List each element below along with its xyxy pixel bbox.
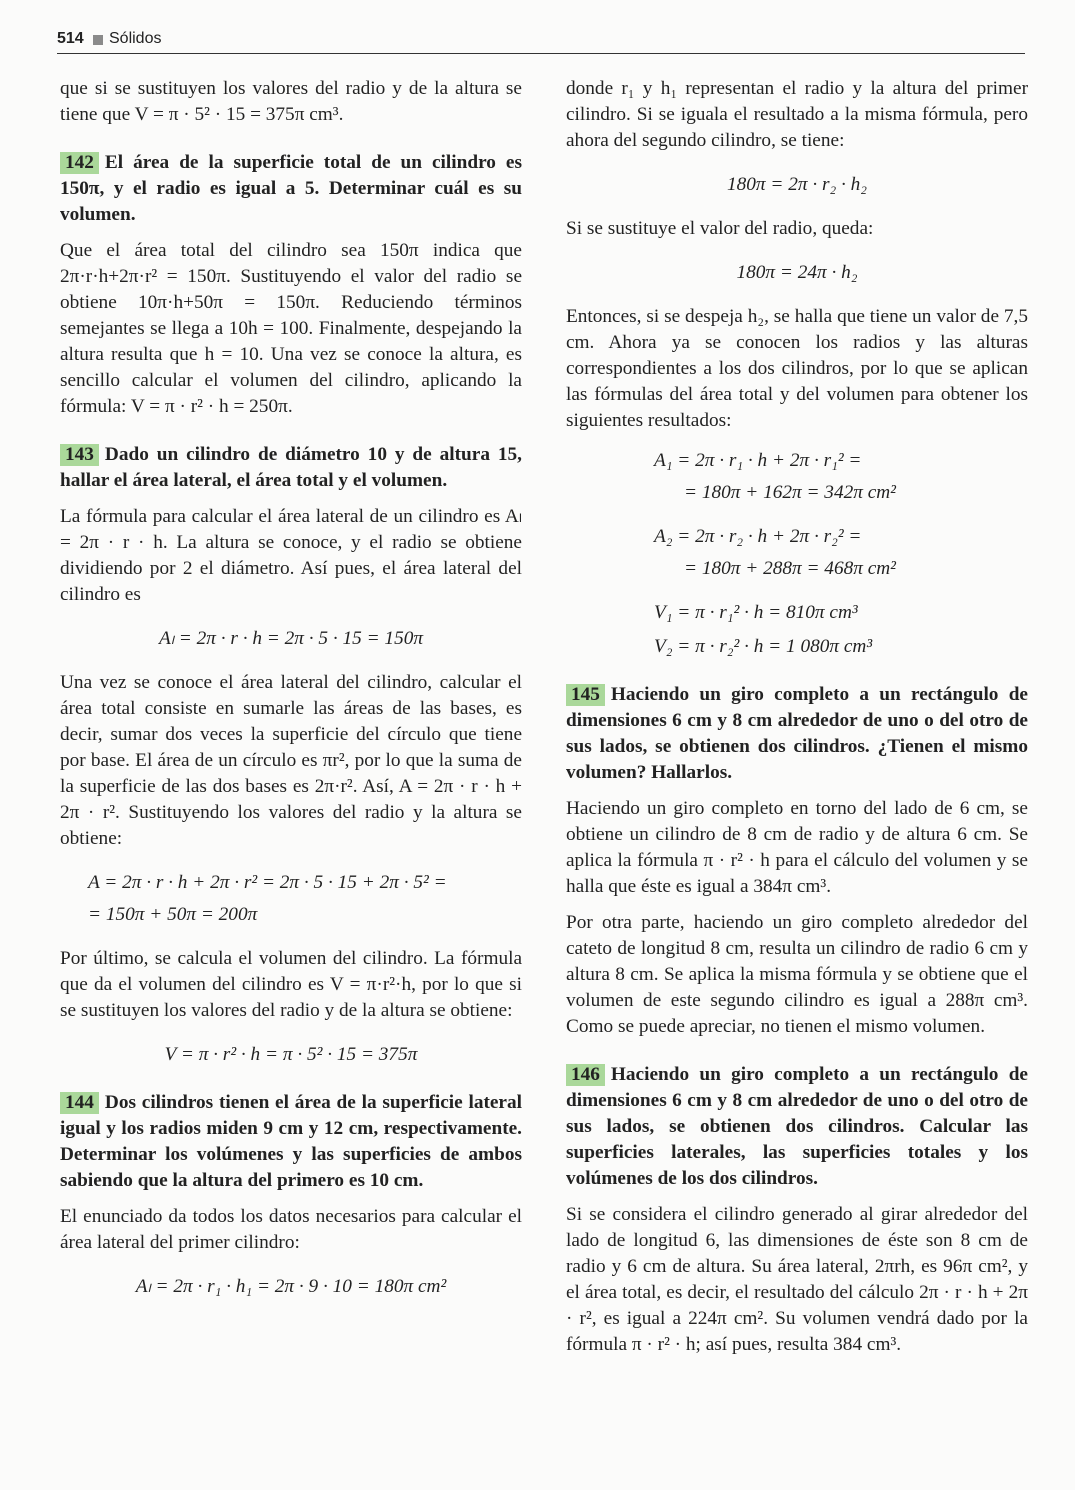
- equation-continuation: = 180π + 162π = 342π cm²: [684, 482, 896, 503]
- problem-heading: [60, 1090, 522, 1194]
- equation-continuation: = 150π + 50π = 200π: [88, 904, 258, 925]
- problem-number-badge: 145: [566, 684, 605, 706]
- paragraph: La fórmula para calcular el área lateral de un cilindro es Aₗ = 2π · r · h. La altura se conoce, y el radio se obtiene dividiendo por 2 el diámetro. Así pues, el área lateral del cilindro es: [60, 506, 522, 605]
- page-number: 514: [57, 30, 84, 47]
- paragraph: Que el área total del cilindro sea 150π indica que 2π·r·h+2π·r² = 150π. Sustituyendo el valor del radio se obtiene 10π·h+50π = 150π. Reduciendo términos semejantes se llega a 10h = 100. Finalmente, despejando la altura resulta que h = 10. Una vez se conoce la altura, es sencillo calcular el volumen del cilindro, aplicando la fórmula: V = π · r² · h = 250π.: [60, 240, 522, 417]
- paragraph: que si se sustituyen los valores del radio y de la altura se tiene que V = π · 5² · 15 = 375π cm³.: [60, 78, 522, 125]
- problem-number-badge: 143: [60, 444, 99, 466]
- paragraph: Si se sustituye el valor del radio, queda:: [566, 218, 874, 239]
- left-column: [60, 76, 522, 1300]
- right-column: [566, 76, 1028, 1358]
- header-square-icon: [93, 35, 103, 45]
- paragraph: Por otra parte, haciendo un giro completo alrededor del cateto de longitud 8 cm, resulta un cilindro de radio 6 cm y altura 8 cm. Se aplica la misma fórmula y se obtiene que el volumen de este segundo cilindro es igual a 288π cm³. Como se puede apreciar, no tienen el mismo volumen.: [566, 912, 1028, 1037]
- paragraph: donde r₁ y h₁ representan el radio y la altura del primer cilindro. Si se iguala el resultado a la misma fórmula, pero ahora del segundo cilindro, se tiene:: [566, 78, 1028, 151]
- paragraph: Entonces, si se despeja h₂, se halla que tiene un valor de 7,5 cm. Ahora ya se conocen los radios y las alturas correspondientes a los dos cilindros, por lo que se aplican las fórmulas del área total y del volumen para obtener los siguientes resultados:: [566, 306, 1028, 431]
- problem-number-badge: 144: [60, 1092, 99, 1114]
- equation: Aₗ = 2π · r · h = 2π · 5 · 15 = 150π: [158, 628, 424, 649]
- equation: Aₗ = 2π · r₁ · h₁ = 2π · 9 · 10 = 180π cm²: [135, 1276, 447, 1297]
- paragraph: El enunciado da todos los datos necesarios para calcular el área lateral del primer cilindro:: [60, 1206, 522, 1253]
- problem-heading: [566, 682, 1028, 786]
- problem-statement: Dado un cilindro de diámetro 10 y de altura 15, hallar el área lateral, el área total y el volumen.: [60, 444, 522, 491]
- problem-number-badge: 142: [60, 152, 99, 174]
- paragraph: Una vez se conoce el área lateral del cilindro, calcular el área total consiste en sumarle las áreas de las bases, es decir, sumar dos veces la superficie del círculo que tiene por base. El área de un círculo es πr², por lo que la suma de la superficie de las dos bases es 2π·r². Así, A = 2π · r · h + 2π · r². Sustituyendo los valores del radio y la altura se obtiene:: [60, 672, 522, 849]
- equation: V₁ = π · r₁² · h = 810π cm³: [654, 602, 858, 623]
- paragraph: Por último, se calcula el volumen del cilindro. La fórmula que da el volumen del cilindro es V = π·r²·h, por lo que si se sustituyen los valores del radio y de la altura se obtiene:: [60, 948, 522, 1021]
- page-header: [57, 26, 1025, 54]
- equation: V₂ = π · r₂² · h = 1 080π cm³: [654, 636, 873, 657]
- section-title: Sólidos: [109, 30, 162, 47]
- equation: A = 2π · r · h + 2π · r² = 2π · 5 · 15 + 2π · 5² =: [88, 872, 447, 893]
- equation: A₂ = 2π · r₂ · h + 2π · r₂² =: [654, 526, 862, 547]
- paragraph: Haciendo un giro completo en torno del lado de 6 cm, se obtiene un cilindro de 8 cm de radio y de altura 6 cm. Se aplica la fórmula π · r² · h para el cálculo del volumen y se halla que éste es igual a 384π cm³.: [566, 798, 1028, 897]
- problem-statement: Haciendo un giro completo a un rectángulo de dimensiones 6 cm y 8 cm alrededor de uno o del otro de sus lados, se obtienen dos cilindros. Calcular las superficies laterales, las superficies totales y los volúmenes de los dos cilindros.: [566, 1064, 1028, 1189]
- equation-continuation: = 180π + 288π = 468π cm²: [684, 558, 896, 579]
- problem-statement: Dos cilindros tienen el área de la superficie lateral igual y los radios miden 9 cm y 12 cm, respectivamente. Determinar los volúmenes y las superficies de ambos sabiendo que la altura del primero es 10 cm.: [60, 1092, 522, 1191]
- problem-number-badge: 146: [566, 1064, 605, 1086]
- problem-statement: El área de la superficie total de un cilindro es 150π, y el radio es igual a 5. Determinar cuál es su volumen.: [60, 152, 522, 225]
- problem-statement: Haciendo un giro completo a un rectángulo de dimensiones 6 cm y 8 cm alrededor de uno o del otro de sus lados, se obtienen dos cilindros. ¿Tienen el mismo volumen? Hallarlos.: [566, 684, 1028, 783]
- equation: 180π = 2π · r₂ · h₂: [726, 174, 867, 195]
- paragraph: Si se considera el cilindro generado al girar alrededor del lado de longitud 6, las dimensiones de éste son 8 cm de radio y 6 cm de altura. Su área lateral, 2πrh, es 96π cm², y el área total, es decir, el resultado del cálculo 2π · r · h + 2π · r², es igual a 224π cm². Su volumen vendrá dado por la fórmula π · r² · h; así pues, resulta 384 cm³.: [566, 1204, 1028, 1355]
- equation: 180π = 24π · h₂: [736, 262, 858, 283]
- equation: V = π · r² · h = π · 5² · 15 = 375π: [164, 1044, 418, 1065]
- problem-heading: [566, 1062, 1028, 1192]
- problem-heading: [60, 442, 522, 494]
- problem-heading: [60, 150, 522, 228]
- equation: A₁ = 2π · r₁ · h + 2π · r₁² =: [654, 450, 862, 471]
